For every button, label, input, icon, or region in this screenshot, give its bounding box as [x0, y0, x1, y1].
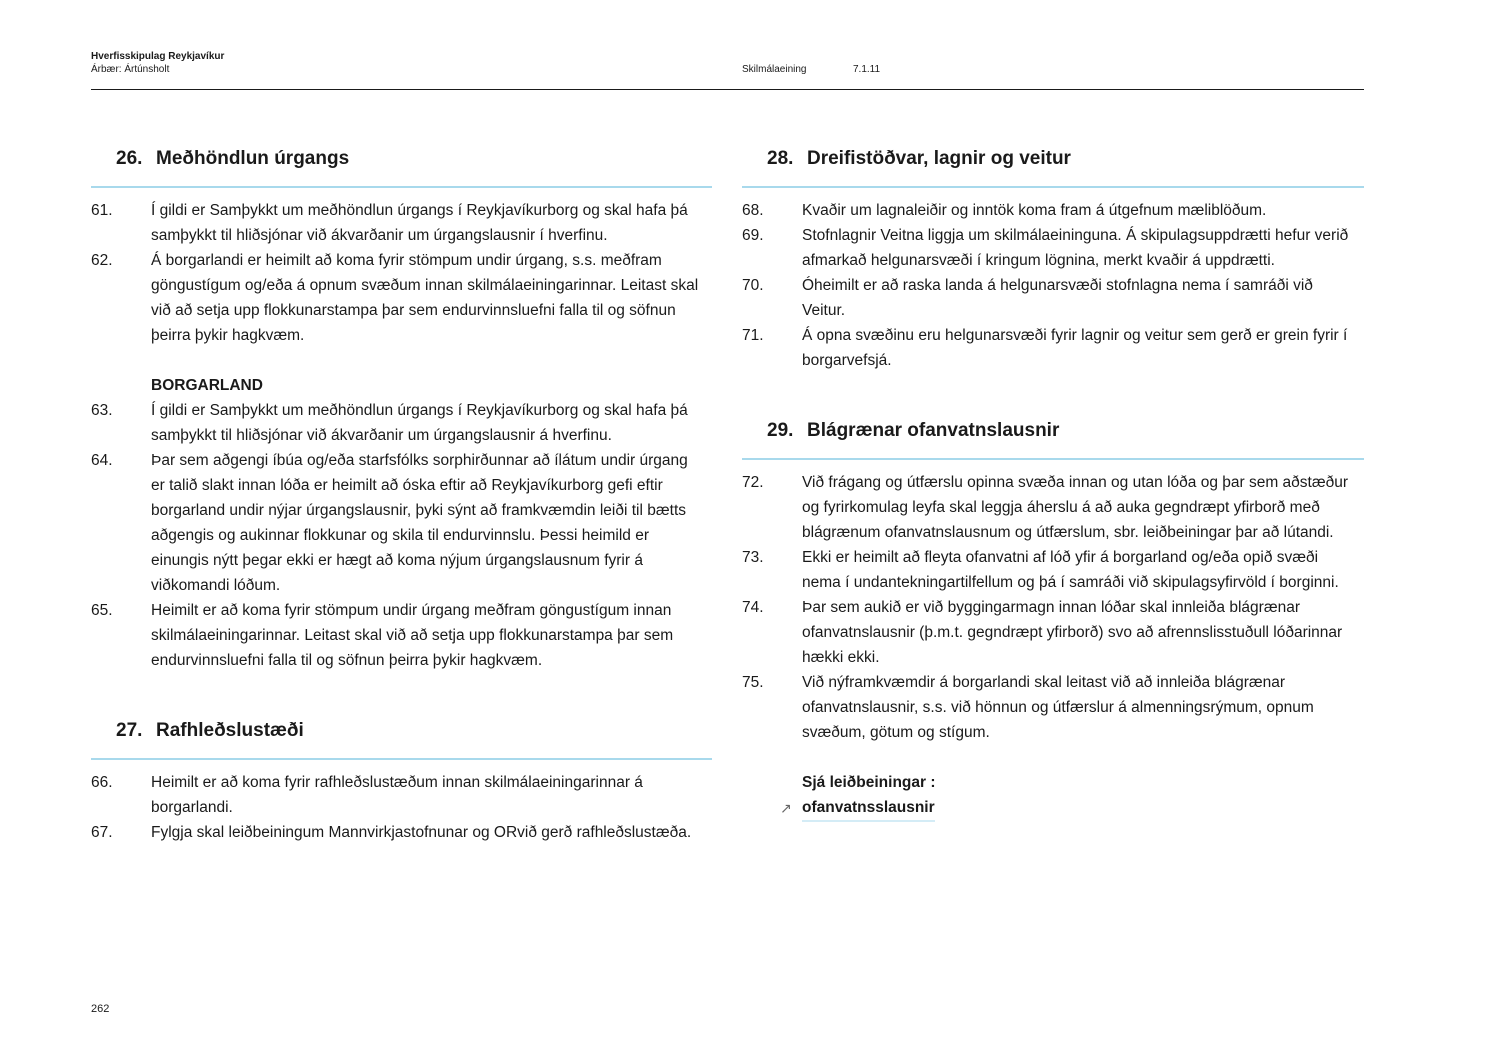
section-number: 29. [767, 420, 794, 441]
section-28 [742, 145, 1364, 373]
external-link-icon: ↗ [780, 800, 792, 816]
item-number: 65. [91, 602, 113, 619]
section-heading [91, 717, 712, 760]
section-title: Dreifistöðvar, lagnir og veitur [807, 148, 1071, 169]
list-item [742, 545, 1364, 595]
section-title: Meðhöndlun úrgangs [156, 148, 350, 169]
item-number: 69. [742, 227, 764, 244]
right-column [742, 145, 1364, 866]
list-item [91, 198, 712, 248]
item-list [91, 188, 712, 673]
guideline-link[interactable]: ofanvatnsslausnir [802, 795, 935, 822]
item-text: Á borgarlandi er heimilt að koma fyrir stömpum undir úrgang, s.s. meðfram göngustígum og/eða á opnum svæðum innan skilmálaeiningarinnar. Leitast skal við að setja upp flokkunarstampa þar sem endurvinnsluefni falla til og söfnun þeirra þykir hagkvæm. [151, 252, 699, 344]
section-title: Rafhleðslustæði [156, 720, 304, 741]
left-column [91, 145, 712, 889]
item-list [742, 188, 1364, 373]
item-text: Við frágang og útfærslu opinna svæða innan og utan lóða og þar sem aðstæður og fyrirkomulag leyfa skal leggja áherslu á að auka gegndræpt yfirborð með blágrænum ofanvatnslausnum og útfærslum, sbr. leiðbeiningar þar að lútandi. [802, 474, 1349, 541]
list-item [91, 770, 712, 820]
document-subtitle: Árbær: Ártúnsholt [91, 64, 170, 75]
section-label: Skilmálaeining [742, 64, 807, 75]
item-text: Við nýframkvæmdir á borgarlandi skal leitast við að innleiða blágrænar ofanvatnslausnir, s.s. við hönnun og útfærslur á almenningsrýmum, opnum svæðum, götum og stígum. [802, 674, 1314, 741]
item-list [742, 460, 1364, 745]
item-number: 74. [742, 599, 764, 616]
section-heading [91, 145, 712, 188]
section-heading [742, 417, 1364, 460]
item-text: Kvaðir um lagnaleiðir og inntök koma fram á útgefnum mæliblöðum. [802, 202, 1267, 219]
list-item [742, 198, 1364, 223]
guideline-label: Sjá leiðbeiningar : [802, 774, 936, 791]
item-list [91, 760, 712, 845]
item-text: Í gildi er Samþykkt um meðhöndlun úrgangs í Reykjavíkurborg og skal hafa þá samþykkt til hliðsjónar við ákvarðanir um úrgangslausnir í hverfinu. [151, 202, 688, 244]
list-item [91, 398, 712, 448]
section-title: Blágrænar ofanvatnslausnir [807, 420, 1060, 441]
section-27 [91, 717, 712, 845]
subheading-borgarland: BORGARLAND [151, 377, 263, 394]
list-item [91, 248, 712, 348]
list-item [742, 323, 1364, 373]
list-item [742, 595, 1364, 670]
list-item [91, 598, 712, 673]
page-number: 262 [91, 1003, 110, 1015]
header-divider [91, 89, 1364, 90]
document-header [91, 50, 224, 76]
list-item [742, 223, 1364, 273]
item-text: Stofnlagnir Veitna liggja um skilmálaeininguna. Á skipulagsuppdrætti hefur verið afmarkað helgunarsvæði í kringum lögnina, merkt kvaðir á uppdrætti. [802, 227, 1349, 269]
document-title: Hverfisskipulag Reykjavíkur [91, 51, 225, 62]
list-item [91, 820, 712, 845]
section-code: 7.1.11 [853, 64, 881, 75]
item-number: 63. [91, 402, 113, 419]
item-text: Ekki er heimilt að fleyta ofanvatni af lóð yfir á borgarland og/eða opið svæði nema í undantekningartilfellum og þá í samráði við skipulagsyfirvöld í borginni. [802, 549, 1339, 591]
section-number: 28. [767, 148, 794, 169]
item-text: Í gildi er Samþykkt um meðhöndlun úrgangs í Reykjavíkurborg og skal hafa þá samþykkt til hliðsjónar við ákvarðanir um úrgangslausnir á hverfinu. [151, 402, 688, 444]
item-text: Á opna svæðinu eru helgunarsvæði fyrir lagnir og veitur sem gerð er grein fyrir í borgarvefsjá. [802, 327, 1348, 369]
item-number: 66. [91, 774, 113, 791]
list-item [742, 470, 1364, 545]
item-number: 71. [742, 327, 764, 344]
item-text: Óheimilt er að raska landa á helgunarsvæði stofnlagna nema í samráði við Veitur. [802, 277, 1313, 319]
item-text: Þar sem aðgengi íbúa og/eða starfsfólks sorphirðunnar að ílátum undir úrgang er talið slakt innan lóða er heimilt að óska eftir að Reykjavíkurborg gefi eftir borgarland undir nýjar úrgangslausnir, þyki sýnt að framkvæmdin leiði til bætts aðgengis og aukinnar flokkunar og skila til endurvinnslu. Þessi heimild er einungis nýtt þegar ekki er hægt að koma nýjum úrgangslausnum fyrir á viðkomandi lóðum. [151, 452, 688, 594]
item-number: 70. [742, 277, 764, 294]
list-item [91, 448, 712, 598]
section-heading [742, 145, 1364, 188]
item-text: Þar sem aukið er við byggingarmagn innan lóðar skal innleiða blágrænar ofanvatnslausnir (þ.m.t. gegndræpt yfirborð) svo að afrennslisstuðull lóðarinnar hækki ekki. [802, 599, 1343, 666]
item-text: Heimilt er að koma fyrir rafhleðslustæðum innan skilmálaeiningarinnar á borgarlandi. [151, 774, 643, 816]
item-number: 68. [742, 202, 764, 219]
item-number: 72. [742, 474, 764, 491]
list-item [742, 670, 1364, 745]
guideline-link-row[interactable] [780, 795, 1364, 822]
section-number: 27. [116, 720, 143, 741]
item-number: 64. [91, 452, 113, 469]
section-number: 26. [116, 148, 143, 169]
item-number: 62. [91, 252, 113, 269]
item-number: 75. [742, 674, 764, 691]
list-item [742, 273, 1364, 323]
item-number: 61. [91, 202, 113, 219]
item-number: 73. [742, 549, 764, 566]
section-29 [742, 417, 1364, 822]
item-text: Fylgja skal leiðbeiningum Mannvirkjastofnunar og ORvið gerð rafhleðslustæða. [151, 824, 692, 841]
guideline-reference [780, 770, 1364, 822]
item-text: Heimilt er að koma fyrir stömpum undir úrgang meðfram göngustígum innan skilmálaeiningarinnar. Leitast skal við að setja upp flokkunarstampa þar sem endurvinnsluefni falla til og söfnun þeirra þykir hagkvæm. [151, 602, 674, 669]
section-26 [91, 145, 712, 673]
item-number: 67. [91, 824, 113, 841]
